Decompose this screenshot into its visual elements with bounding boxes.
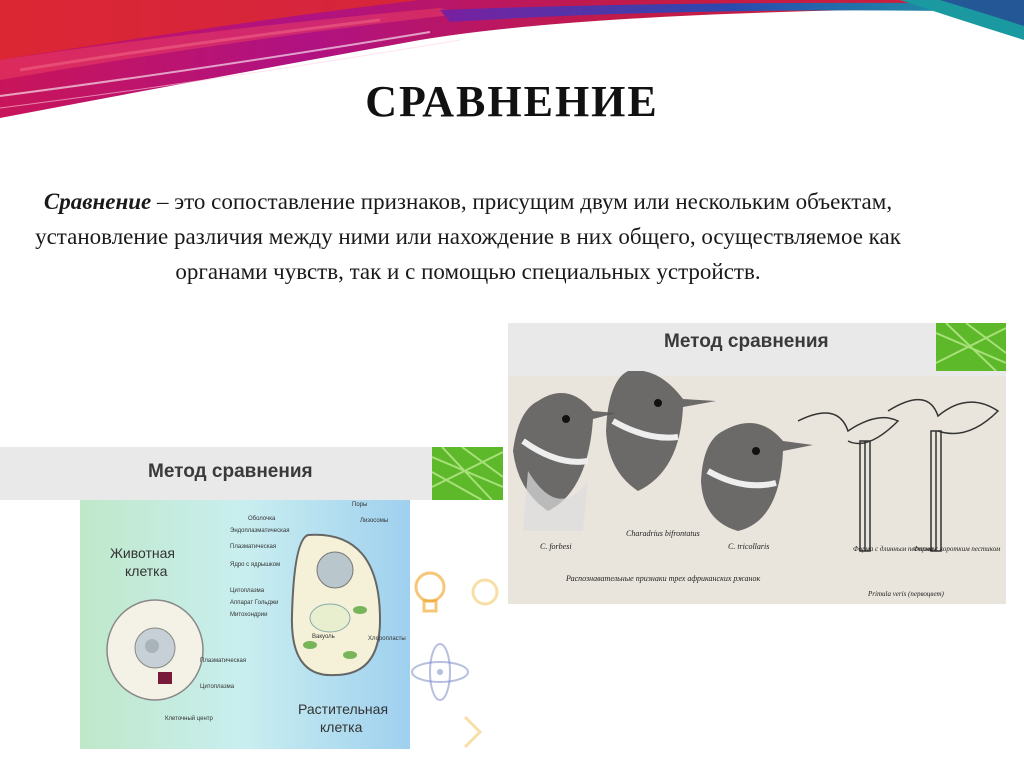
- flower-caption: Форма с длинным пестиком: [853, 545, 937, 553]
- plant-cell-label: Растительная: [298, 701, 389, 717]
- plant-cell-label-2: клетка: [320, 719, 363, 735]
- cell-label: Цитоплазма: [200, 684, 235, 690]
- cell-label: Хлоропласты: [368, 636, 406, 642]
- flower-long-pistil-icon: [798, 413, 898, 551]
- animal-cell-label-2: клетка: [125, 563, 168, 579]
- definition-body: – это сопоставление признаков, присущим двум или нескольким объектам, установление различия между ними или нахождение в них общего, осуществляемое как органами чувств, так и с помощью специальных устройств.: [35, 189, 901, 284]
- cells-panel-title: Метод сравнения: [148, 461, 313, 482]
- animal-cell-label: Животная: [110, 545, 176, 561]
- birds-flowers-drawing: [508, 371, 1006, 604]
- cells-diagram: [80, 500, 410, 749]
- flower-caption: Primula veris (первоцвет): [868, 590, 944, 598]
- birds-footer-caption: Распознавательные признаки трех африканских ржанок: [566, 574, 761, 583]
- cell-label: Поры: [352, 502, 368, 508]
- bird-head-icon: [606, 371, 716, 491]
- definition-term: Сравнение: [43, 189, 152, 214]
- green-pattern-icon: [936, 323, 1006, 371]
- cell-label: Клеточный центр: [165, 716, 213, 722]
- bird-caption: Charadrius bifrontatus: [626, 529, 700, 538]
- cell-label: Митохондрии: [230, 612, 268, 618]
- science-doodles-icon: [405, 557, 503, 749]
- bird-head-icon: [513, 393, 616, 531]
- birds-panel-header: [508, 323, 1006, 376]
- bird-head-icon: [701, 423, 813, 531]
- bird-caption: C. forbesi: [540, 542, 572, 551]
- slide-title: СРАВНЕНИЕ: [365, 77, 659, 126]
- green-pattern-icon: [432, 447, 503, 500]
- cells-comparison-image: [0, 447, 503, 749]
- cell-label: Вакуоль: [312, 634, 335, 640]
- flower-caption: Форма с коротким пестиком: [913, 545, 1001, 553]
- flower-short-pistil-icon: [888, 400, 998, 551]
- cell-label: Плазматическая: [230, 544, 277, 550]
- cell-label: Ядро с ядрышком: [230, 562, 281, 568]
- birds-comparison-image: [508, 323, 1006, 604]
- definition-text: [28, 184, 908, 289]
- cell-label: Аппарат Гольджи: [230, 600, 279, 606]
- birds-panel-title: Метод сравнения: [664, 331, 829, 352]
- cell-label: Оболочка: [248, 516, 276, 522]
- cells-panel-header: [0, 447, 503, 500]
- cell-label: Эндоплазматическая: [230, 528, 290, 534]
- cell-label: Цитоплазма: [230, 588, 265, 594]
- bird-caption: C. tricollaris: [728, 542, 770, 551]
- cell-label: Плазматическая: [200, 658, 247, 664]
- cell-label: Лизосомы: [360, 518, 389, 524]
